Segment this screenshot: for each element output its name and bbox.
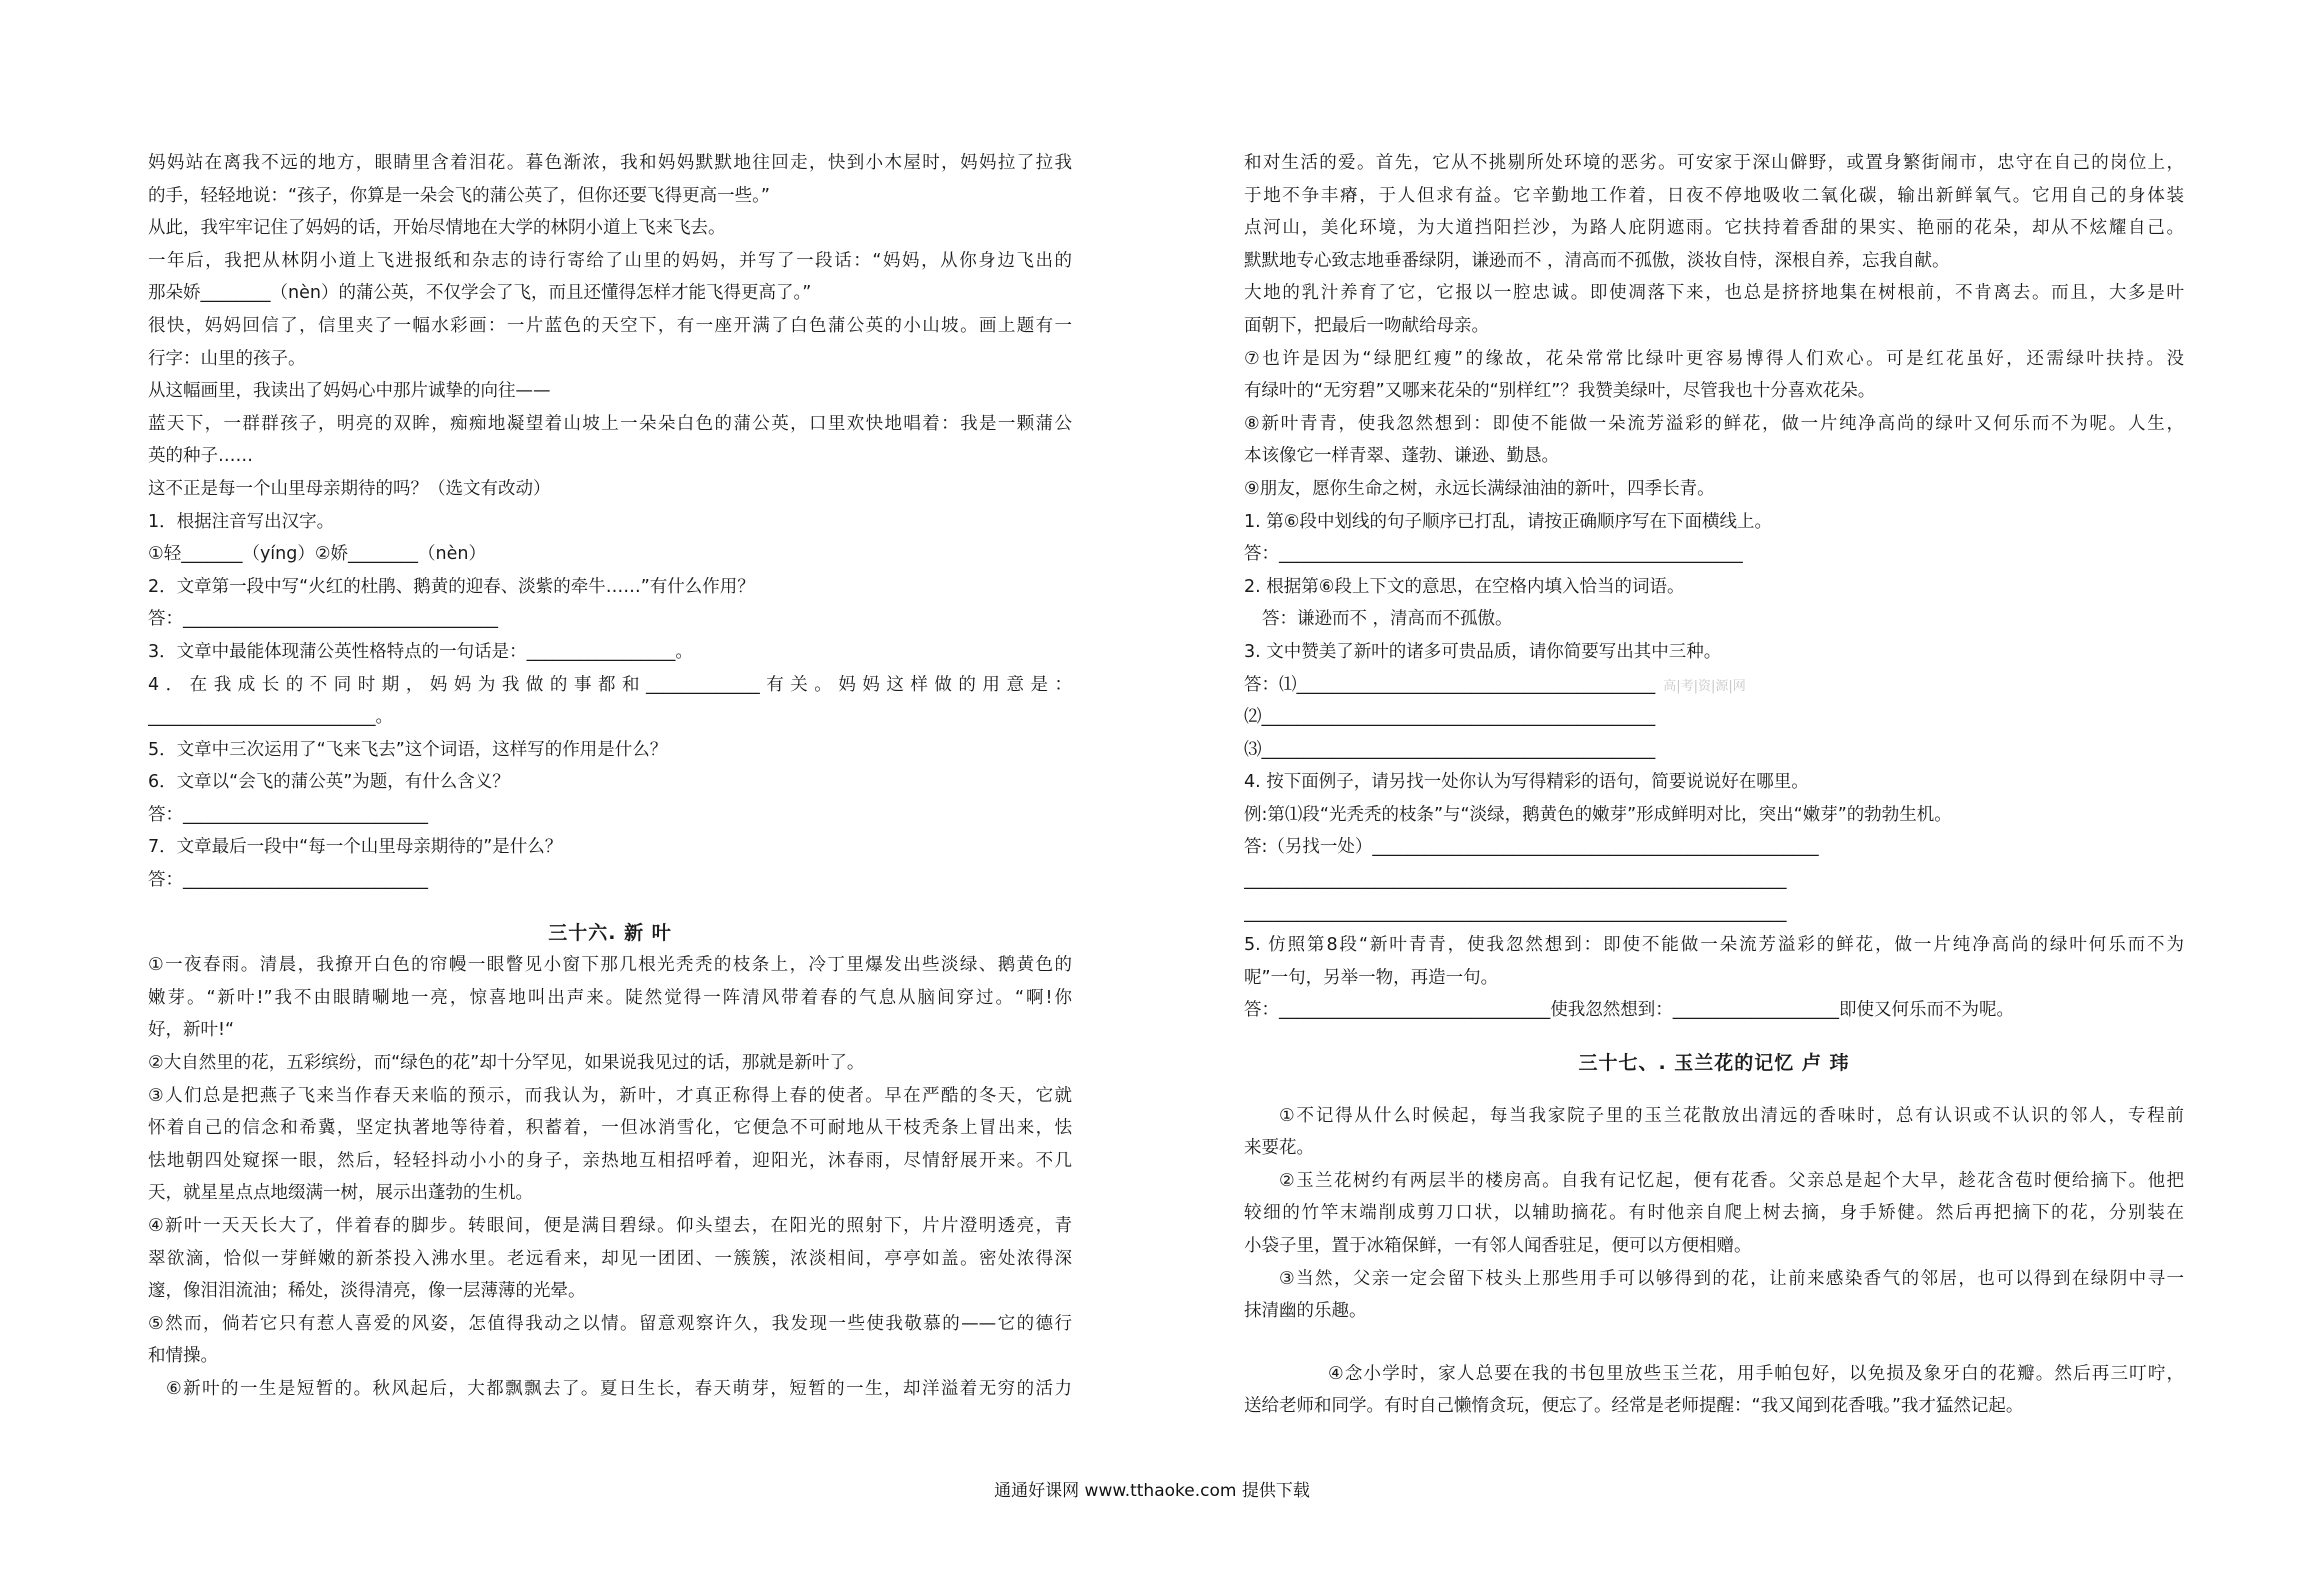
- page-footer: 通通好课网 www.tthaoke.com 提供下载: [994, 1481, 1310, 1501]
- question-line: 呢”一句，另举一物，再造一句。: [1244, 967, 1499, 988]
- paragraph-line: 的手，轻轻地说：“孩子，你算是一朵会飞的蒲公英了，但你还要飞得更高一些。”: [148, 185, 770, 206]
- answer-line: 答：____________________________________: [148, 609, 498, 630]
- paragraph-line: ②大自然里的花，五彩缤纷，而“绿色的花”却十分罕见，如果说我见过的话，那就是新叶了。: [148, 1053, 865, 1074]
- answer-line: ⑵_____________________________________________: [1244, 707, 1656, 728]
- essay-new-leaf-continued: [1244, 147, 2184, 506]
- answer-line: 答：____________________________: [148, 870, 428, 891]
- paragraph-line: 好，新叶!“: [148, 1020, 235, 1041]
- paragraph-line: 行字：山里的孩子。: [148, 348, 306, 369]
- paragraph-line: 抹清幽的乐趣。: [1244, 1301, 1367, 1322]
- question-line: 4. 按下面例子，请另找一处你认为写得精彩的语句，简要说说好在哪里。: [1244, 772, 1809, 793]
- paragraph-line: 面朝下，把最后一吻献给母亲。: [1244, 315, 1489, 336]
- paragraph-line: 默默地专心致志地垂番绿阴，谦逊而不 ，清高而不孤傲，淡妆自恃，深根自养，忘我自献。: [1244, 250, 1950, 271]
- paragraph-line: 较细的竹竿末端削成剪刀口状，以辅助摘花。有时他亲自爬上树去摘，身手矫健。然后再把摘下的花，分别装在: [1244, 1203, 2184, 1224]
- answer-line: 答：谦逊而不 ，清高而不孤傲。: [1262, 609, 1513, 630]
- paragraph-line: 怀着自己的信念和希冀，坚定执著地等待着，积蓄着，一但冰消雪化，它便急不可耐地从干枝秃条上冒出来，怯: [148, 1118, 1072, 1139]
- paragraph-line: ⑥新叶的一生是短暂的。秋风起后，大都飘飘去了。夏日生长，春天萌芽，短暂的一生，却洋溢着无穷的活力: [166, 1378, 1072, 1399]
- paragraph-line: ②玉兰花树约有两层半的楼房高。自我有记忆起，便有花香。父亲总是起个大早，趁花含苞时便给摘下。他把: [1279, 1170, 2184, 1191]
- paragraph-line: 很快，妈妈回信了，信里夹了一幅水彩画：一片蓝色的天空下，有一座开满了白色蒲公英的小山坡。画上题有一: [148, 315, 1072, 336]
- answer-line: 答：____________________________: [148, 804, 428, 825]
- paragraph-line: 一年后，我把从林阴小道上飞进报纸和杂志的诗行寄给了山里的妈妈，并写了一段话：“妈妈，从你身边飞出的: [148, 250, 1072, 271]
- paragraph-line: ⑨朋友，愿你生命之树，永远长满绿油油的新叶，四季长青。: [1244, 478, 1715, 499]
- paragraph-line: ⑦也许是因为“绿肥红瘦”的缘故，花朵常常比绿叶更容易博得人们欢心。可是红花虽好，还需绿叶扶持。没: [1244, 348, 2184, 369]
- story-ending: [148, 147, 1072, 506]
- paragraph-line: 英的种子……: [148, 446, 253, 467]
- paragraph-line: 邃，像泪泪流油；稀处，淡得清亮，像一层薄薄的光晕。: [148, 1281, 586, 1302]
- essay-magnolia: [1244, 1100, 2184, 1423]
- right-column: [1244, 147, 2184, 1423]
- paragraph-line: 送给老师和同学。有时自己懒惰贪玩，便忘了。经常是老师提醒：“我又闻到花香哦。”我才猛然记起。: [1244, 1396, 2024, 1417]
- question-line: 3. 文中赞美了新叶的诸多可贵品质，请你简要写出其中三种。: [1244, 641, 1722, 662]
- paragraph-line: 小袋子里，置于冰箱保鲜，一有邻人闻香驻足，便可以方便相赠。: [1244, 1236, 1752, 1256]
- question-line: 6．文章以“会飞的蒲公英”为题，有什么含义？: [148, 772, 510, 793]
- paragraph-line: ①一夜春雨。清晨，我撩开白色的帘幔一眼瞥见小窗下那几根光秃秃的枝条上，冷丁里爆发出些淡绿、鹅黄色的: [148, 955, 1072, 976]
- paragraph-line: 这不正是每一个山里母亲期待的吗？（选文有改动）: [148, 478, 551, 499]
- question-line: 2．文章第一段中写“火红的杜鹃、鹅黄的迎春、淡紫的牵牛……”有什么作用？: [148, 576, 755, 597]
- paragraph-line: 妈妈站在离我不远的地方，眼睛里含着泪花。暮色渐浓，我和妈妈默默地往回走，快到小木屋时，妈妈拉了拉我: [148, 153, 1072, 173]
- left-column: [148, 147, 1072, 1406]
- question-line: ①轻_______（yíng）②娇________（nèn）: [148, 544, 486, 565]
- question-line: 5．文章中三次运用了“飞来飞去”这个词语，这样写的作用是什么？: [148, 739, 668, 760]
- paragraph-line: 本该像它一样青翠、蓬勃、谦逊、勤恳。: [1244, 446, 1559, 467]
- paragraph-line: 蓝天下，一群群孩子，明亮的双眸，痴痴地凝望着山坡上一朵朵白色的蒲公英，口里欢快地唱着：我是一颗蒲公: [148, 413, 1072, 434]
- paragraph-line: 于地不争丰瘠，于人但求有益。它辛勤地工作着，日夜不停地吸收二氧化碳，输出新鲜氧气。它用自己的身体装: [1244, 185, 2184, 206]
- paragraph-line: 和情操。: [148, 1346, 218, 1367]
- paragraph-line: 来要花。: [1244, 1138, 1314, 1159]
- question-line: 5. 仿照第8段“新叶青青，使我忽然想到：即使不能做一朵流芳溢彩的鲜花，做一片纯净高尚的绿叶何乐而不为: [1244, 935, 2184, 956]
- answer-line: 答:（另找一处）___________________________________________________: [1244, 837, 1819, 858]
- paragraph-line: 翠欲滴，恰似一芽鲜嫩的新茶投入沸水里。老远看来，却见一团团、一簇簇，浓淡相间，亭亭如盖。密处浓得深: [148, 1248, 1072, 1269]
- paragraph-line: 和对生活的爱。首先，它从不挑剔所处环境的恶劣。可安家于深山僻野，或置身繁街闹市，忠守在自己的岗位上，: [1244, 153, 2184, 173]
- answer-line: [1244, 669, 2184, 702]
- question-line: 例:第⑴段“光秃秃的枝条”与“淡绿，鹅黄色的嫩芽”形成鲜明对比，突出“嫩芽”的勃勃生机。: [1244, 804, 1952, 825]
- paragraph-line: ③当然，父亲一定会留下枝头上那些用手可以够得到的花，让前来感染香气的邻居，也可以得到在绿阴中寻一: [1279, 1268, 2184, 1289]
- question-line: 3．文章中最能体现蒲公英性格特点的一句话是：_________________。: [148, 641, 693, 662]
- paragraph-line: 那朵娇________（nèn）的蒲公英，不仅学会了飞，而且还懂得怎样才能飞得更高了。”: [148, 283, 812, 304]
- paragraph-line: 怯地朝四处窥探一眼，然后，轻轻抖动小小的身子，亲热地互相招呼着，迎阳光，沐春雨，尽情舒展开来。不几: [148, 1150, 1072, 1171]
- questions-section: [1244, 506, 2184, 1028]
- answer-text: 答：⑴_________________________________________: [1244, 674, 1656, 695]
- section-heading-36: 三十六. 新 叶: [548, 921, 672, 944]
- paragraph-line: 从此，我牢牢记住了妈妈的话，开始尽情地在大学的林阴小道上飞来飞去。: [148, 218, 726, 239]
- paragraph-line: ⑤然而，倘若它只有惹人喜爱的风姿，怎值得我动之以情。留意观察许久，我发现一些使我敬慕的——它的德行: [148, 1313, 1072, 1334]
- paragraph-line: 天，就星星点点地缀满一树，展示出蓬勃的生机。: [148, 1183, 533, 1204]
- section-heading-37: 三十七、. 玉兰花的记忆 卢 玮: [1578, 1052, 1850, 1075]
- paragraph-line: 有绿叶的“无穷碧”又哪来花朵的“别样红”？我赞美绿叶，尽管我也十分喜欢花朵。: [1244, 381, 1876, 402]
- paragraph-line: ①不记得从什么时候起，每当我家院子里的玉兰花散放出清远的香味时，总有认识或不认识的邻人，专程前: [1279, 1105, 2184, 1126]
- question-line: 7．文章最后一段中“每一个山里母亲期待的”是什么？: [148, 837, 563, 858]
- answer-line: 答：_____________________________________________________: [1244, 544, 1743, 565]
- answer-line: ______________________________________________________________: [1244, 902, 1787, 923]
- paragraph-line: 大地的乳汁养育了它，它报以一腔忠诚。即使凋落下来，也总是挤挤地集在树根前，不肯离去。而且，大多是叶: [1244, 283, 2184, 304]
- paragraph-line: ④念小学时，家人总要在我的书包里放些玉兰花，用手帕包好，以免损及象牙白的花瓣。然后再三叮咛，: [1328, 1363, 2184, 1384]
- question-line: 1．根据注音写出汉字。: [148, 511, 335, 532]
- paragraph-line: 点河山，美化环境，为大道挡阳拦沙，为路人庇阴遮雨。它扶持着香甜的果实、艳丽的花朵，却从不炫耀自己。: [1244, 218, 2184, 239]
- paragraph-line: ③人们总是把燕子飞来当作春天来临的预示，而我认为，新叶，才真正称得上春的使者。早在严酷的冬天，它就: [148, 1085, 1072, 1106]
- question-line: 1. 第⑥段中划线的句子顺序已打乱，请按正确顺序写在下面横线上。: [1244, 511, 1772, 532]
- paragraph-line: ⑧新叶青青，使我忽然想到：即使不能做一朵流芳溢彩的鲜花，做一片纯净高尚的绿叶又何乐而不为呢。人生，: [1244, 413, 2184, 434]
- answer-line: 答：_______________________________使我忽然想到：___________________即使又何乐而不为呢。: [1244, 1000, 2014, 1021]
- essay-new-leaf: [148, 949, 1072, 1405]
- questions-section: [148, 506, 1072, 897]
- question-line: 2. 根据第⑥段上下文的意思，在空格内填入恰当的词语。: [1244, 576, 1685, 597]
- question-line: 4．在我成长的不同时期，妈妈为我做的事都和_____________有关。妈妈这样做的用意是：: [148, 674, 1072, 695]
- watermark-text: 高|考|资|源|网: [1663, 678, 1746, 694]
- answer-line: __________________________。: [148, 707, 393, 728]
- paragraph-line: 从这幅画里，我读出了妈妈心中那片诚挚的向往——: [148, 381, 551, 402]
- paragraph-line: ④新叶一天天长大了，伴着春的脚步。转眼间，便是满目碧绿。仰头望去，在阳光的照射下，片片澄明透亮，青: [148, 1216, 1072, 1236]
- answer-line: ⑶_____________________________________________: [1244, 739, 1656, 760]
- paragraph-line: 嫩芽。“新叶!”我不由眼睛唰地一亮，惊喜地叫出声来。陡然觉得一阵清风带着春的气息从脑间穿过。“啊!你: [148, 987, 1072, 1008]
- answer-line: ______________________________________________________________: [1244, 870, 1787, 891]
